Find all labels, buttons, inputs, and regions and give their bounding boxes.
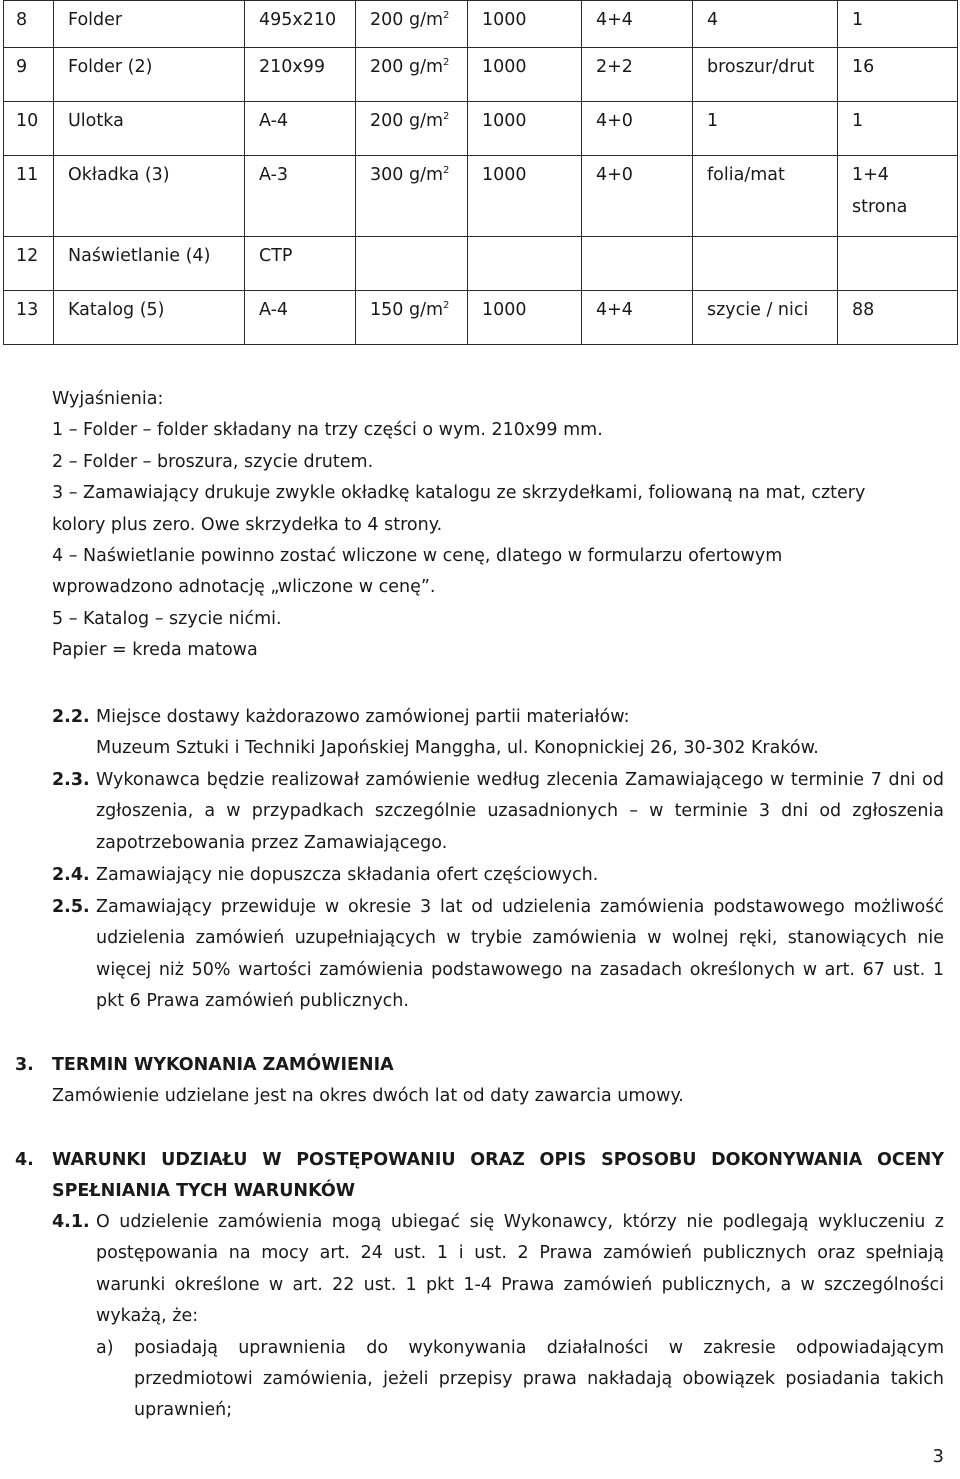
table-cell-quantity: 1000 — [468, 48, 582, 102]
table-row — [4, 237, 958, 291]
table-cell-colors: 4+4 — [582, 291, 693, 345]
table-cell-colors: 4+0 — [582, 102, 693, 156]
table-cell-count — [838, 48, 958, 102]
table-cell-name: Okładka (3) — [54, 156, 245, 237]
section-2-5 — [52, 892, 944, 1018]
table-row — [4, 102, 958, 156]
table-cell-count — [838, 1, 958, 48]
section-2-2 — [52, 702, 944, 765]
section-text: O udzielenie zamówienia mogą ubiegać się Wykonawcy, którzy nie podlegają wykluczeniu z postępowania na mocy art. 24 ust. 1 i ust. 2 Prawa zamówień publicznych oraz spełniają warunki określone w art. 22 ust. 1 pkt 1-4 Prawa zamówień publicznych, a w szczególności wykażą, że: — [96, 1212, 944, 1327]
table-cell-number: 9 — [4, 48, 54, 102]
table-cell-count — [838, 156, 958, 237]
table-row — [4, 1, 958, 48]
section-4-1 — [52, 1207, 944, 1427]
section-2-3 — [52, 765, 944, 859]
table-cell-count — [838, 102, 958, 156]
section-3 — [15, 1050, 944, 1113]
table-cell-format: A-4 — [245, 291, 356, 345]
table-cell-finish: 4 — [693, 1, 838, 48]
paper-weight: 200 g/m — [370, 57, 444, 77]
list-label: a) — [96, 1337, 114, 1358]
paper-unit-superscript: 2 — [443, 300, 450, 311]
section-text: Muzeum Sztuki i Techniki Japońskiej Manggha, ul. Konopnickiej 26, 30-302 Kraków. — [96, 738, 819, 759]
section-number: 4. — [15, 1150, 34, 1170]
table-cell-finish: folia/mat — [693, 156, 838, 237]
table-cell-colors: 4+4 — [582, 1, 693, 48]
table-cell-colors: 2+2 — [582, 48, 693, 102]
section-text: Zamawiający nie dopuszcza składania ofert częściowych. — [96, 865, 599, 885]
table-cell-paper — [356, 1, 468, 48]
count-value-line2: strona — [852, 197, 908, 217]
table-cell-format: 495x210 — [245, 1, 356, 48]
note-line: kolory plus zero. Owe skrzydełka to 4 strony. — [52, 514, 443, 535]
table-cell-format: 210x99 — [245, 48, 356, 102]
table-cell-quantity: 1000 — [468, 291, 582, 345]
table-cell-paper — [356, 102, 468, 156]
section-number: 4.1. — [52, 1212, 90, 1232]
table-cell-number: 13 — [4, 291, 54, 345]
table-cell-quantity — [468, 237, 582, 291]
table-cell-number: 8 — [4, 1, 54, 48]
section-heading: TERMIN WYKONANIA ZAMÓWIENIA — [52, 1055, 394, 1075]
table-cell-name: Folder (2) — [54, 48, 245, 102]
paper-weight: 200 g/m — [370, 111, 444, 131]
count-value: 16 — [852, 57, 875, 77]
table-cell-format: CTP — [245, 237, 356, 291]
paper-unit-superscript: 2 — [443, 111, 450, 122]
note-line: wprowadzono adnotację „wliczone w cenę”. — [52, 577, 436, 598]
paper-unit-superscript: 2 — [443, 10, 450, 21]
note-line: 3 – Zamawiający drukuje zwykle okładkę katalogu ze skrzydełkami, foliowaną na mat, cztery — [52, 483, 866, 504]
table-cell-quantity: 1000 — [468, 156, 582, 237]
table-cell-finish: broszur/drut — [693, 48, 838, 102]
note-line: 4 – Naświetlanie powinno zostać wliczone w cenę, dlatego w formularzu ofertowym — [52, 545, 783, 566]
section-text: Zamawiający przewiduje w okresie 3 lat od udzielenia zamówienia podstawowego możliwość udzielenia zamówień uzupełniających w trybie zamówienia w wolnej ręki, stanowiących nie więcej niż 50% wartości zamówienia podstawowego na zasadach określonych w art. 67 ust. 1 pkt 6 Prawa zamówień publicznych. — [96, 897, 944, 1012]
table-cell-quantity: 1000 — [468, 1, 582, 48]
count-value: 88 — [852, 300, 875, 320]
section-heading: WARUNKI UDZIAŁU W POSTĘPOWANIU ORAZ OPIS SPOSOBU DOKONYWANIA OCENY SPEŁNIANIA TYCH WARUNKÓW — [52, 1150, 944, 1202]
table-cell-paper — [356, 291, 468, 345]
paper-unit-superscript: 2 — [443, 57, 450, 68]
list-item: posiadają uprawnienia do wykonywania działalności w zakresie odpowiadającym przedmiotowi zamówienia, jeżeli przepisy prawa nakładają obowiązek posiadania takich uprawnień; — [134, 1337, 944, 1421]
table-cell-paper — [356, 48, 468, 102]
table-cell-name: Naświetlanie (4) — [54, 237, 245, 291]
note-line: 2 – Folder – broszura, szycie drutem. — [52, 451, 374, 472]
section-number: 2.5. — [52, 897, 90, 917]
table-cell-count — [838, 291, 958, 345]
table-cell-number: 12 — [4, 237, 54, 291]
count-value: 1 — [852, 10, 864, 30]
table-cell-name: Folder — [54, 1, 245, 48]
paper-weight: 300 g/m — [370, 165, 444, 185]
table-cell-format: A-3 — [245, 156, 356, 237]
section-text: Wykonawca będzie realizował zamówienie według zlecenia Zamawiającego w terminie 7 dni od zgłoszenia, a w przypadkach szczególnie uzasadnionych – w terminie 3 dni od zgłoszenia zapotrzebowania przez Zamawiającego. — [96, 770, 944, 853]
table-cell-name: Ulotka — [54, 102, 245, 156]
paper-unit-superscript: 2 — [443, 165, 450, 176]
table-row — [4, 156, 958, 237]
section-number: 2.4. — [52, 865, 90, 885]
section-4 — [15, 1145, 944, 1208]
section-number: 3. — [15, 1055, 34, 1075]
table-row — [4, 291, 958, 345]
table-cell-name: Katalog (5) — [54, 291, 245, 345]
section-number: 2.2. — [52, 707, 90, 727]
table-cell-colors — [582, 237, 693, 291]
section-number: 2.3. — [52, 770, 90, 790]
table-cell-number: 10 — [4, 102, 54, 156]
note-line: 5 – Katalog – szycie nićmi. — [52, 608, 282, 629]
table-cell-format: A-4 — [245, 102, 356, 156]
notes-section — [52, 384, 932, 667]
table-cell-finish: szycie / nici — [693, 291, 838, 345]
note-line: Papier = kreda matowa — [52, 640, 258, 661]
count-value: 1 — [852, 111, 864, 131]
paper-weight: 200 g/m — [370, 10, 444, 30]
table-cell-paper — [356, 237, 468, 291]
page-number: 3 — [932, 1446, 944, 1467]
section-text: Miejsce dostawy każdorazowo zamówionej partii materiałów: — [96, 707, 630, 727]
table-cell-finish — [693, 237, 838, 291]
table-cell-quantity: 1000 — [468, 102, 582, 156]
count-value: 1+4 — [852, 165, 889, 185]
section-text: Zamówienie udzielane jest na okres dwóch lat od daty zawarcia umowy. — [52, 1086, 684, 1107]
section-2-4 — [52, 860, 944, 891]
table-cell-finish: 1 — [693, 102, 838, 156]
paper-weight: 150 g/m — [370, 300, 444, 320]
notes-title: Wyjaśnienia: — [52, 389, 164, 409]
table-cell-count — [838, 237, 958, 291]
table-cell-colors: 4+0 — [582, 156, 693, 237]
table-cell-paper — [356, 156, 468, 237]
product-table — [3, 0, 958, 345]
table-cell-number: 11 — [4, 156, 54, 237]
note-line: 1 – Folder – folder składany na trzy części o wym. 210x99 mm. — [52, 420, 603, 441]
table-row — [4, 48, 958, 102]
